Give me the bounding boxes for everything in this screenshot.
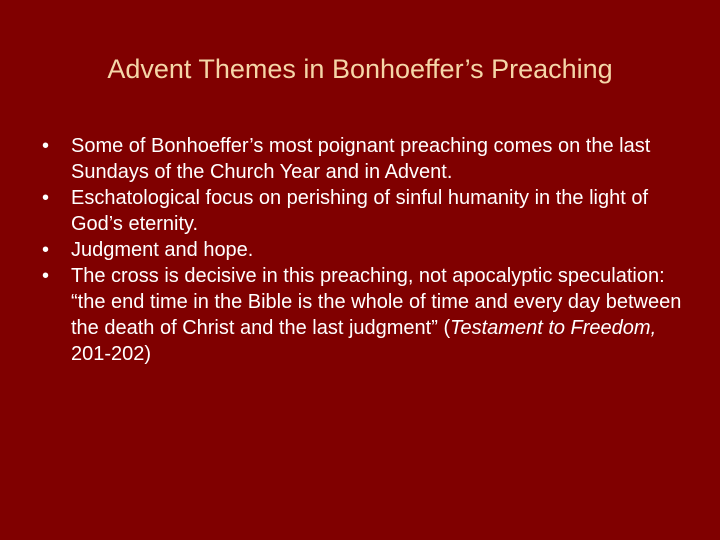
bullet-text-start: The cross is decisive in this preaching, not apocalyptic speculation: “the end time in the Bible is the whole of time and every day between the death of Christ and the last judgment” ( bbox=[71, 265, 682, 339]
list-item bbox=[42, 237, 682, 263]
bullet-icon: • bbox=[42, 135, 50, 157]
list-item bbox=[42, 133, 682, 185]
bullet-text: Eschatological focus on perishing of sinful humanity in the light of God’s eternity. bbox=[71, 187, 649, 235]
bullet-text: Some of Bonhoeffer’s most poignant preaching comes on the last Sundays of the Church Year and in Advent. bbox=[71, 135, 651, 183]
bullet-icon: • bbox=[42, 265, 50, 287]
bullet-icon: • bbox=[42, 239, 50, 261]
bullet-list bbox=[42, 133, 682, 367]
list-item bbox=[42, 185, 682, 237]
bullet-icon: • bbox=[42, 187, 50, 209]
slide-title: Advent Themes in Bonhoeffer’s Preaching bbox=[107, 54, 613, 84]
bullet-text-end: 201-202) bbox=[71, 343, 152, 365]
book-title: Testament to Freedom, bbox=[450, 317, 657, 339]
bullet-text: Judgment and hope. bbox=[71, 239, 254, 261]
list-item bbox=[42, 263, 682, 367]
